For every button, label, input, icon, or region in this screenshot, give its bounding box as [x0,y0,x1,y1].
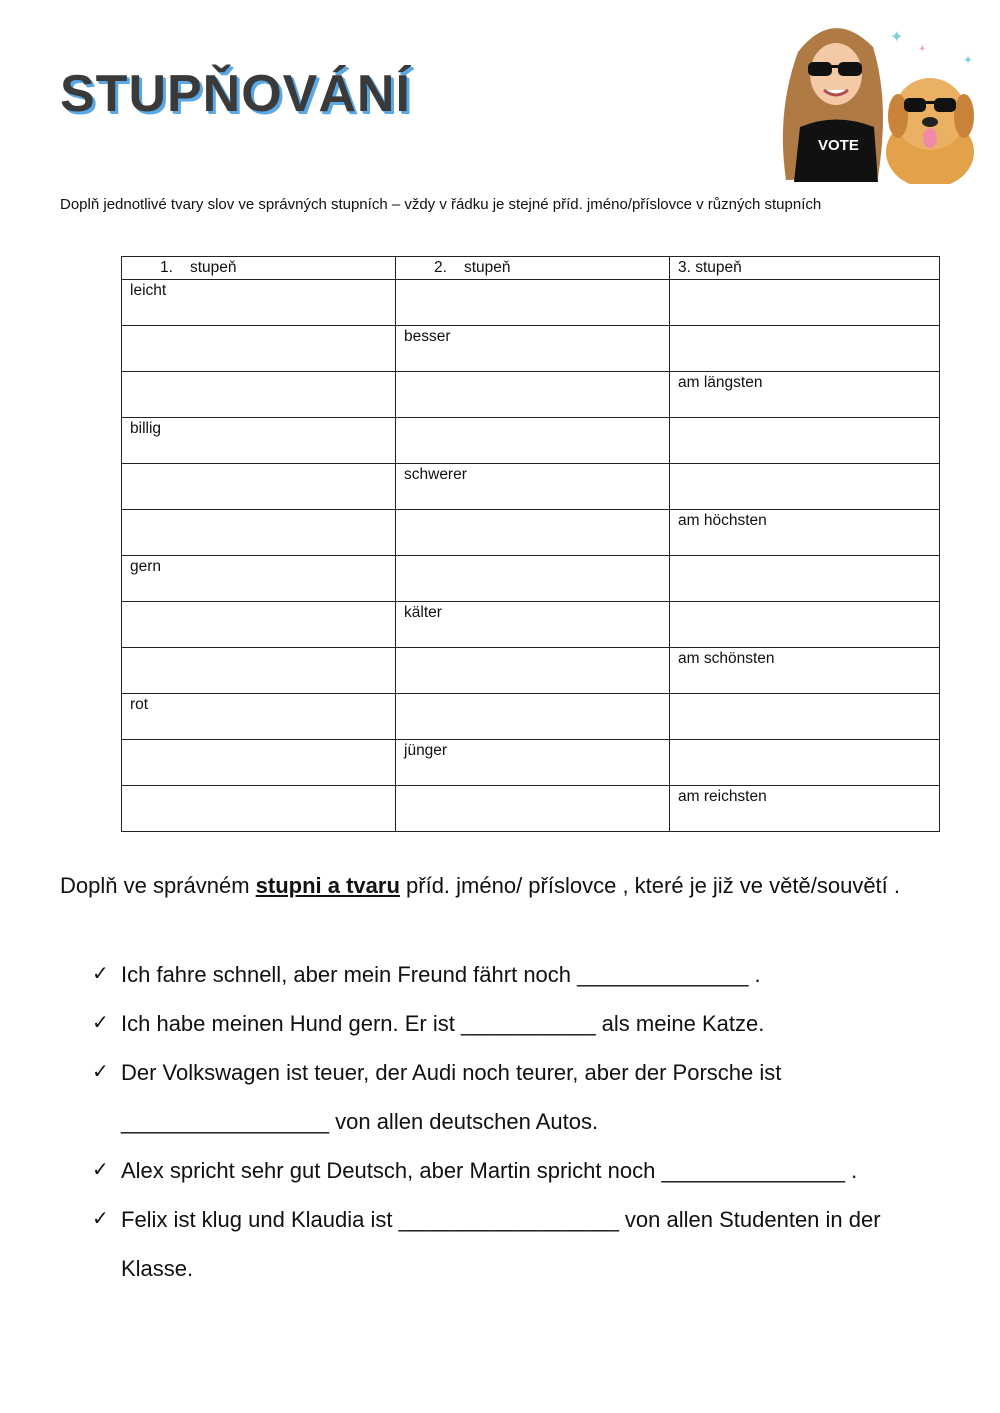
table-row [122,602,940,648]
table-row [122,740,940,786]
list-item [92,1146,952,1195]
table-row [122,694,940,740]
answer-cell[interactable] [122,326,396,372]
checkmark-icon: ✓ [92,1208,109,1230]
sentence-text: Alex spricht sehr gut Deutsch, aber Martin spricht noch _______________ . [121,1158,858,1183]
table-row [122,372,940,418]
table-cell: am schönsten [670,648,940,694]
svg-text:VOTE: VOTE [818,137,859,154]
checkmark-icon: ✓ [92,1012,109,1034]
table-row [122,418,940,464]
answer-cell[interactable] [396,648,670,694]
answer-cell[interactable] [670,740,940,786]
sentence-text: Felix ist klug und Klaudia ist __________________ von allen Studenten in der Klasse. [121,1207,881,1281]
answer-cell[interactable] [122,740,396,786]
table-header-row [122,257,940,280]
table-row [122,510,940,556]
list-item [92,950,952,999]
answer-cell[interactable] [122,464,396,510]
header-cell-3: 3. stupeň [670,257,940,280]
sparkle-icon: ✦ [963,53,974,67]
task-emphasis: stupni a tvaru [255,873,400,898]
answer-cell[interactable] [396,556,670,602]
list-item [92,1048,952,1146]
table-cell: kälter [396,602,670,648]
answer-cell[interactable] [670,280,940,326]
table-row [122,648,940,694]
answer-cell[interactable] [670,602,940,648]
table-cell: rot [122,694,396,740]
answer-cell[interactable] [396,418,670,464]
sentence-text: Ich habe meinen Hund gern. Er ist ___________ als meine Katze. [121,1011,765,1036]
answer-cell[interactable] [396,372,670,418]
table-cell: billig [122,418,396,464]
answer-cell[interactable] [396,694,670,740]
comparison-table [121,256,940,832]
instruction-text: Doplň jednotlivé tvary slov ve správných stupních – vždy v řádku je stejné příd. jméno/příslovce v různých stupních [60,196,822,213]
sentence-text: Der Volkswagen ist teuer, der Audi noch teurer, aber der Porsche ist _________________ von allen deutschen Autos. [121,1060,782,1134]
answer-cell[interactable] [670,556,940,602]
header-cell-2: 2. stupeň [396,257,670,280]
table-row [122,326,940,372]
table-cell: gern [122,556,396,602]
task-instruction: Doplň ve správném stupni a tvaru příd. jméno/ příslovce , které je již ve větě/souvětí . [60,873,901,898]
list-item [92,999,952,1048]
table-cell: am reichsten [670,786,940,832]
answer-cell[interactable] [122,786,396,832]
answer-cell[interactable] [396,280,670,326]
sentence-text: Ich fahre schnell, aber mein Freund fährt noch ______________ . [121,962,761,987]
header-cell-1: 1. stupeň [122,257,396,280]
checkmark-icon: ✓ [92,1159,109,1181]
answer-cell[interactable] [122,372,396,418]
table-cell: jünger [396,740,670,786]
answer-cell[interactable] [670,464,940,510]
table-cell: schwerer [396,464,670,510]
table-row [122,464,940,510]
table-cell: leicht [122,280,396,326]
sentence-list [92,950,952,1293]
sparkle-icon: ✦ [918,44,927,55]
answer-cell[interactable] [396,510,670,556]
checkmark-icon: ✓ [92,1061,109,1083]
answer-cell[interactable] [122,602,396,648]
table-row [122,556,940,602]
answer-cell[interactable] [670,418,940,464]
page-title: STUPŇOVÁNÍ [60,65,411,123]
list-item [92,1195,952,1293]
sparkle-icon: ✦ [890,29,904,46]
table-row [122,280,940,326]
table-row [122,786,940,832]
answer-cell[interactable] [122,510,396,556]
table-cell: am höchsten [670,510,940,556]
answer-cell[interactable] [396,786,670,832]
answer-cell[interactable] [122,648,396,694]
answer-cell[interactable] [670,326,940,372]
table-cell: am längsten [670,372,940,418]
bitmoji-illustration [778,12,978,184]
checkmark-icon: ✓ [92,963,109,985]
table-cell: besser [396,326,670,372]
answer-cell[interactable] [670,694,940,740]
